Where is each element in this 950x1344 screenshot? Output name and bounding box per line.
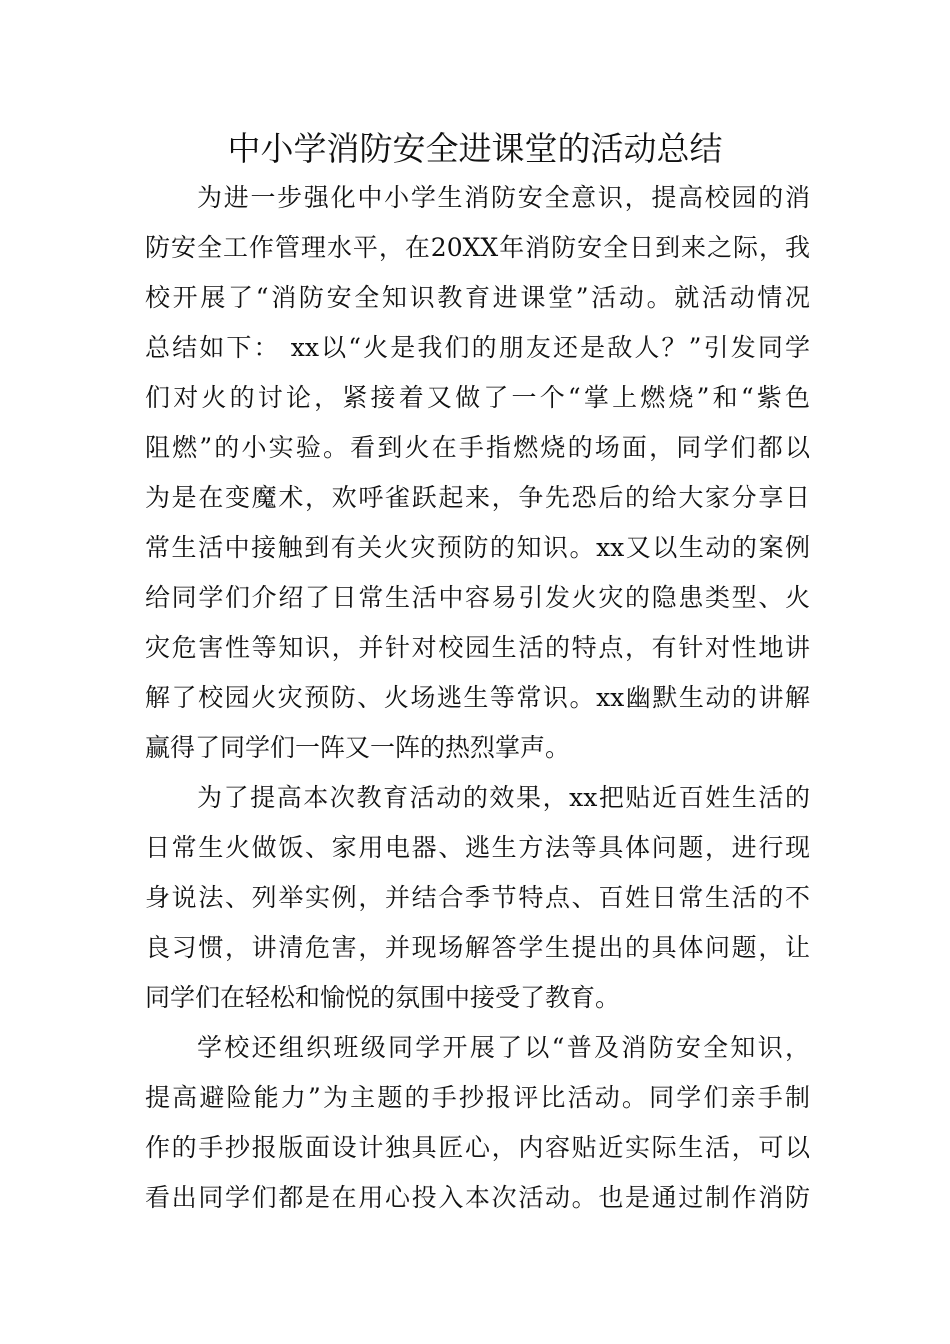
paragraph-2-line-5: 同学们在轻松和愉悦的氛围中接受了教育。 bbox=[145, 983, 621, 1012]
paragraph-2-line-1: 为了提高本次教育活动的效果，xx把贴近百姓生活的 bbox=[197, 783, 810, 812]
paragraph-1-line-10: 灾危害性等知识，并针对校园生活的特点，有针对性地讲 bbox=[145, 633, 810, 662]
paragraph-2-line-3: 身说法、列举实例，并结合季节特点、百姓日常生活的不 bbox=[145, 883, 810, 912]
document-title: 中小学消防安全进课堂的活动总结 bbox=[227, 129, 723, 168]
paragraph-1-line-7: 为是在变魔术，欢呼雀跃起来，争先恐后的给大家分享日 bbox=[145, 483, 810, 512]
paragraph-1-line-5: 们对火的讨论，紧接着又做了一个“掌上燃烧”和“紫色 bbox=[145, 383, 810, 412]
paragraph-1-line-9: 给同学们介绍了日常生活中容易引发火灾的隐患类型、火 bbox=[145, 583, 810, 612]
paragraph-1-line-1: 为进一步强化中小学生消防安全意识，提高校园的消 bbox=[197, 183, 810, 212]
paragraph-1-line-4: 总结如下： xx以“火是我们的朋友还是敌人？”引发同学 bbox=[145, 333, 810, 362]
paragraph-1-line-8: 常生活中接触到有关火灾预防的知识。xx又以生动的案例 bbox=[145, 533, 810, 562]
paragraph-1-line-6: 阻燃”的小实验。看到火在手指燃烧的场面，同学们都以 bbox=[145, 433, 810, 462]
paragraph-1-line-2: 防安全工作管理水平，在20XX年消防安全日到来之际，我 bbox=[145, 233, 810, 262]
paragraph-3-line-4: 看出同学们都是在用心投入本次活动。也是通过制作消防 bbox=[145, 1183, 810, 1212]
paragraph-3-line-3: 作的手抄报版面设计独具匠心，内容贴近实际生活，可以 bbox=[145, 1133, 810, 1162]
paragraph-3-line-2: 提高避险能力”为主题的手抄报评比活动。同学们亲手制 bbox=[145, 1083, 810, 1112]
paragraph-2-line-4: 良习惯，讲清危害，并现场解答学生提出的具体问题，让 bbox=[145, 933, 810, 962]
paragraph-2-line-2: 日常生火做饭、家用电器、逃生方法等具体问题，进行现 bbox=[145, 833, 810, 862]
paragraph-1-line-3: 校开展了“消防安全知识教育进课堂”活动。就活动情况 bbox=[145, 283, 810, 312]
paragraph-1-line-11: 解了校园火灾预防、火场逃生等常识。xx幽默生动的讲解 bbox=[145, 683, 810, 712]
paragraph-3-line-1: 学校还组织班级同学开展了以“普及消防安全知识， bbox=[197, 1033, 810, 1062]
paragraph-1-line-12: 赢得了同学们一阵又一阵的热烈掌声。 bbox=[145, 733, 571, 762]
